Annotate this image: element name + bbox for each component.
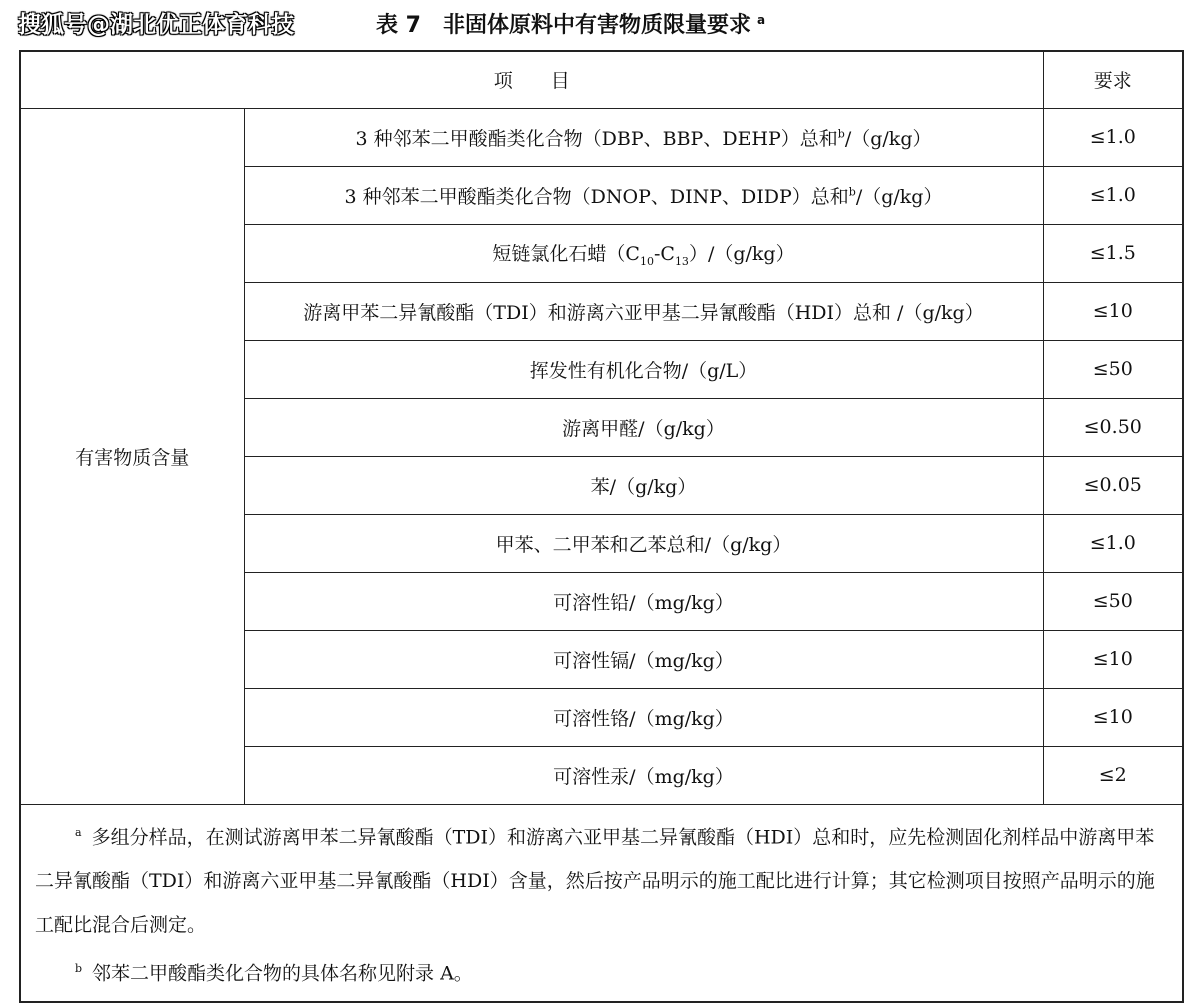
header-requirement: 要求 (1043, 51, 1183, 108)
footnotes-cell (20, 804, 1183, 1002)
footnote-ref: b (848, 185, 856, 199)
item-unit: /（g/kg） (855, 185, 943, 208)
item-text: 短链氯化石蜡（C (492, 242, 640, 265)
item-cell: 游离甲苯二异氰酸酯（TDI）和游离六亚甲基二异氰酸酯（HDI）总和 /（g/kg） (244, 282, 1043, 340)
requirement-cell: ≤10 (1043, 688, 1183, 746)
item-cell: 苯/（g/kg） (244, 456, 1043, 514)
page-header (0, 0, 1200, 50)
header-item: 项 目 (20, 51, 1043, 108)
item-text: 3 种邻苯二甲酸酯类化合物（DNOP、DINP、DIDP）总和 (344, 185, 849, 208)
item-cell (244, 166, 1043, 224)
item-cell: 可溶性汞/（mg/kg） (244, 746, 1043, 804)
requirement-cell: ≤1.5 (1043, 224, 1183, 282)
footnote-a (35, 811, 1170, 947)
item-unit: /（g/kg） (844, 127, 932, 150)
footnote-b-mark: b (75, 961, 83, 975)
footnote-b-text: 邻苯二甲酸酯类化合物的具体名称见附录 A。 (92, 962, 473, 985)
requirement-cell: ≤10 (1043, 630, 1183, 688)
requirement-cell: ≤10 (1043, 282, 1183, 340)
item-cell: 可溶性铅/（mg/kg） (244, 572, 1043, 630)
table-row (20, 108, 1183, 166)
requirement-cell: ≤1.0 (1043, 108, 1183, 166)
item-cell (244, 108, 1043, 166)
watermark-text: 搜狐号@湖北优正体育科技 (18, 12, 294, 38)
category-cell: 有害物质含量 (20, 108, 244, 804)
requirement-cell: ≤50 (1043, 572, 1183, 630)
footnote-a-text: 多组分样品，在测试游离甲苯二异氰酸酯（TDI）和游离六亚甲基二异氰酸酯（HDI）总和时，应先检测固化剂样品中游离甲苯二异氰酸酯（TDI）和游离六亚甲基二异氰酸酯（HDI）含量，然后按产品明示的施工配比进行计算；其它检测项目按照产品明示的施工配比混合后测定。 (35, 825, 1155, 936)
requirement-cell: ≤1.0 (1043, 166, 1183, 224)
item-cell (244, 224, 1043, 282)
footnote-ref: b (837, 127, 845, 141)
requirement-cell: ≤0.50 (1043, 398, 1183, 456)
requirement-cell: ≤50 (1043, 340, 1183, 398)
limits-table (19, 50, 1184, 1003)
item-unit: ）/（g/kg） (688, 242, 795, 265)
footnote-a-mark: a (75, 825, 82, 839)
notes-row (20, 804, 1183, 1002)
table-header-row (20, 51, 1183, 108)
item-cell: 甲苯、二甲苯和乙苯总和/（g/kg） (244, 514, 1043, 572)
requirement-cell: ≤2 (1043, 746, 1183, 804)
item-cell: 可溶性镉/（mg/kg） (244, 630, 1043, 688)
subscript: 13 (674, 254, 689, 268)
requirement-cell: ≤0.05 (1043, 456, 1183, 514)
item-cell: 挥发性有机化合物/（g/L） (244, 340, 1043, 398)
item-cell: 游离甲醛/（g/kg） (244, 398, 1043, 456)
requirement-cell: ≤1.0 (1043, 514, 1183, 572)
table-title-text: 表 7 非固体原料中有害物质限量要求 (376, 13, 751, 38)
footnote-b (35, 947, 1170, 995)
table-title-footnote-mark: a (756, 12, 766, 27)
subscript: 10 (639, 254, 654, 268)
item-cell: 可溶性铬/（mg/kg） (244, 688, 1043, 746)
item-text: 3 种邻苯二甲酸酯类化合物（DBP、BBP、DEHP）总和 (355, 127, 838, 150)
table-title (376, 8, 765, 39)
item-text: -C (653, 242, 675, 265)
